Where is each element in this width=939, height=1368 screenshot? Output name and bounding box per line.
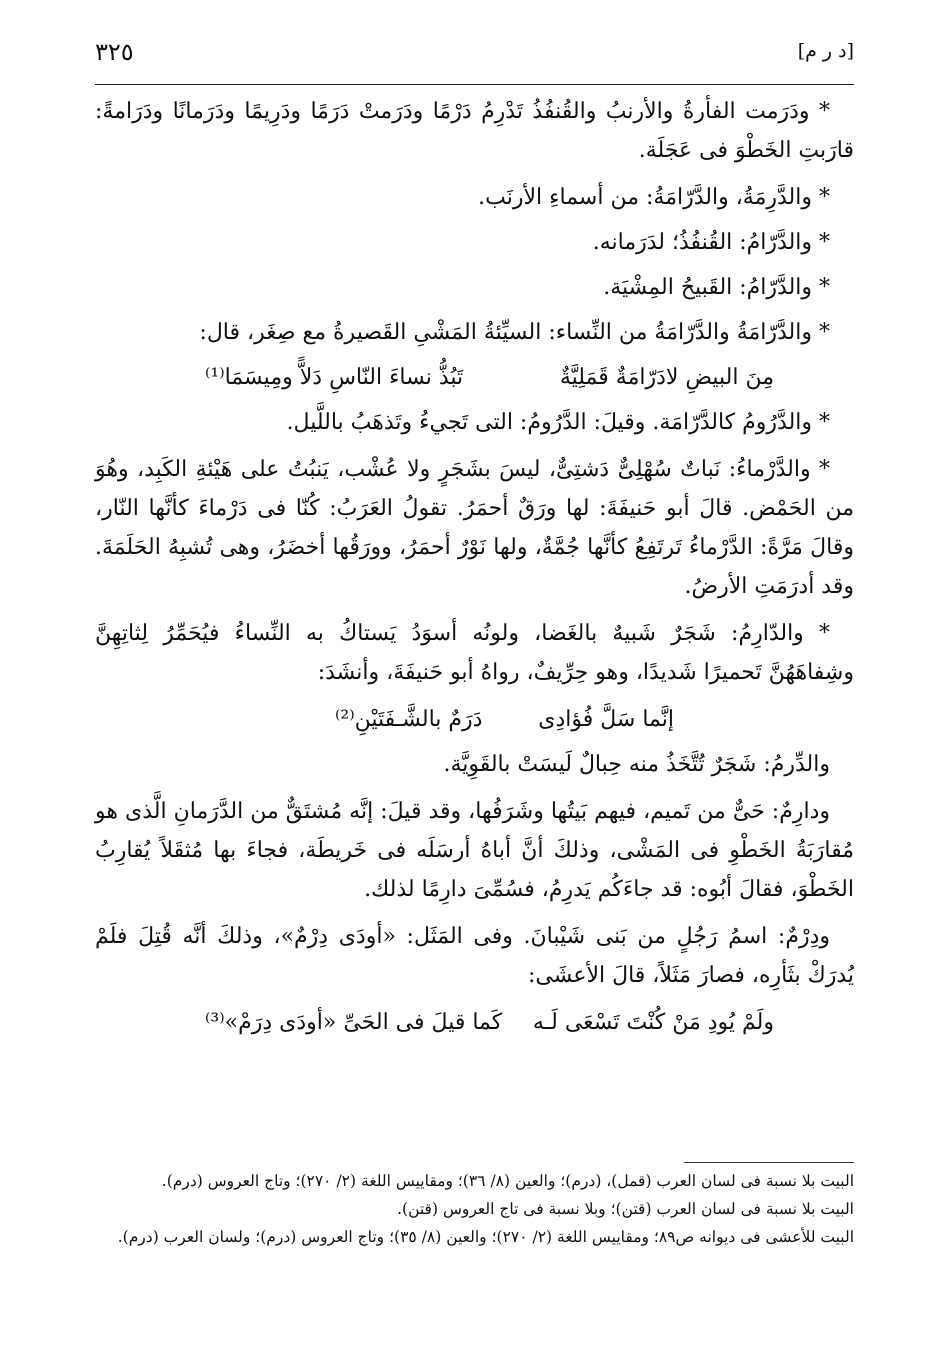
verse-line [95, 700, 854, 739]
entry-body [95, 92, 854, 1048]
paragraph: ودارِمٌ: حَىٌّ من تَميم، فيهم بَيتُها وشَرَفُها، وقد قيلَ: إنَّه مُشتَقٌّ من الدَّرَمانِ الَّذى هو مُقارَبَةُ الخَطْوِ فى المَشْى، وذلكَ أنَّ أباهُ أرسَلَه فى خَريطَة، فجاءَ بها مُثقَلاً يُقارِبُ الخَطْوَ، فقالَ أبُوه: قد جاءَكُم يَدرِمُ، فسُمِّىَ دارِمًا لذلك. [95, 799, 854, 902]
paragraph: والدِّرمُ: شَجَرٌ تُتَّخَذُ منه حِبالٌ لَيسَتْ بالقَوِيَّة. [443, 752, 830, 777]
paragraph: * والدَّرُومُ كالدَّرّامَة. وقيلَ: الدَّرُومُ: التى تَجيءُ وتَذهَبُ باللَّيل. [286, 410, 830, 435]
page-number: ٣٢٥ [95, 38, 134, 66]
paragraph: * والدَّرّامُ: القَبيحُ المِشْيَة. [603, 275, 830, 300]
verse-hemistich-left: تَبُذُّ نساءَ النّاسِ دَلاًّ ومِيسَمَا⁽¹⁾ [205, 365, 464, 390]
paragraph: * والدَّرّامَةُ والدَّرّامَةُ من النِّساء: السيِّئةُ المَشْىِ القَصيرةُ مع صِغَر، قال: [199, 320, 830, 345]
verse-hemistich-right: ولَمْ يُودِ مَنْ كُنْتَ تَسْعَى لَـه [532, 1010, 774, 1035]
paragraph: ودِرْمٌ: اسمُ رَجُلٍ من بَنى شَيْبانَ. وفى المَثَل: «أودَى دِرْمٌ»، وذلكَ أنَّه قُتِلَ فلَمْ يُدرَكْ بثَأرِه، فصارَ مَثَلاً، قالَ الأعشَى: [95, 924, 854, 988]
paragraph: * ودَرَمت الفأرةُ والأرنبُ والقُنفُذُ تَدْرِمُ دَرْمًا ودَرَمتْ دَرَمًا ودَرِيمًا ودَرَمانًا ودَرَامةً: قارَبتِ الخَطْوَ فى عَجَلَة. [95, 99, 854, 163]
paragraph: * والدَّرّامُ: القُنفُذُ؛ لدَرَمانه. [592, 230, 830, 255]
verse-line [95, 358, 854, 397]
paragraph: * والدَّرْماءُ: نَباتٌ سُهْلِىٌّ دَشتِىٌّ، ليسَ بشَجَرٍ ولا عُشْب، يَنبُتُ على هَيْئةِ الكَبِد، وهُوَ من الحَمْض. قالَ أبو حَنيفَةَ: لها ورَقٌ أحمَرُ. تقولُ العَرَبُ: كُنّا فى دَرْماءَ كأنَّها النّار، وقالَ مَرَّةً: الدَّرْماءُ تَرتَفِعُ كأنَّها جُمَّةٌ، ولها نَوْرٌ أحمَرُ، وورَقُها أخضَرُ، وهى تُشبِهُ الحَلَمَةَ. وقد أدرَمَتِ الأرضُ. [95, 457, 854, 599]
paragraph: * والدَّرِمَةُ، والدَّرّامَةُ: من أسماءِ الأرنَب. [478, 185, 830, 210]
running-head: [د ر م] [797, 40, 854, 62]
verse-line [95, 1003, 854, 1042]
verse-hemistich-left: دَرَمٌ بالشَّـفَتَيْنِ⁽²⁾ [335, 707, 483, 732]
footnote-rule [684, 1162, 854, 1163]
footnotes [95, 1168, 854, 1252]
paragraph: * والدّارِمُ: شَجَرٌ شَبيهٌ بالغَضا، ولونُه أسوَدُ يَستاكُ به النِّساءُ فيُحَمِّرُ لِثاتِهِنَّ وشِفاهَهُنَّ تَحميرًا شَديدًا، وهو حِرِّيفٌ، رواهُ أبو حَنيفَةَ، وأنشَدَ: [95, 621, 854, 685]
verse-hemistich-left: كَما قيلَ فى الحَىِّ «أودَى دِرَمْ»⁽³⁾ [205, 1010, 503, 1035]
header-rule [95, 84, 854, 85]
footnote: البيت بلا نسبة فى لسان العرب (قتن)؛ وبلا نسبة فى تاج العروس (قتن). [397, 1200, 854, 1218]
verse-hemistich-right: مِنَ البيضِ لادَرّامَةٌ قَمَلِيَّةٌ [559, 365, 774, 390]
page-header [95, 30, 854, 80]
verse-hemistich-right: إنَّما سَلَّ فُؤادِى [538, 707, 674, 732]
footnote: البيت بلا نسبة فى لسان العرب (قمل)، (درم)؛ والعين (٨/ ٣٦)؛ ومقاييس اللغة (٢/ ٢٧٠)؛ وتاج العروس (درم). [161, 1172, 854, 1190]
footnote: البيت للأعشى فى ديوانه ص٨٩؛ ومقاييس اللغة (٢/ ٢٧٠)؛ والعين (٨/ ٣٥)؛ وتاج العروس (درم)؛ ولسان العرب (درم). [117, 1228, 854, 1246]
